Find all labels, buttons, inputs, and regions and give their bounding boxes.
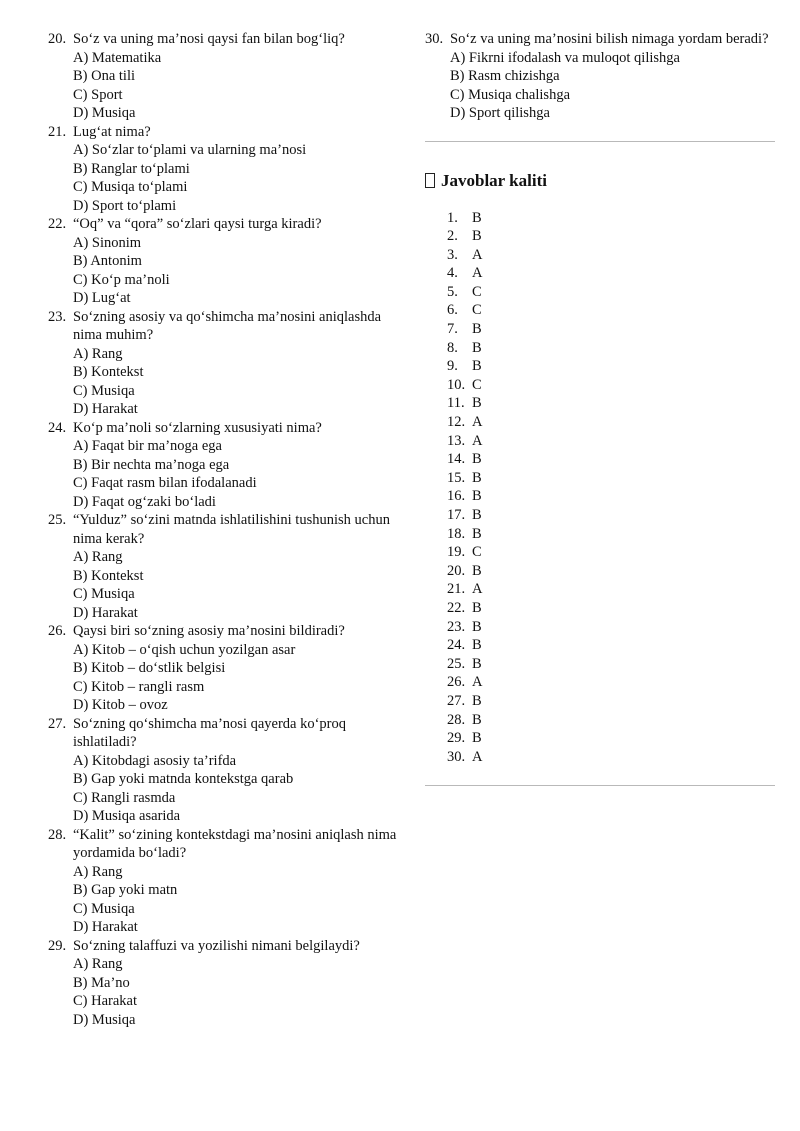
question-number: 25.	[48, 512, 67, 528]
answer-letter: C	[472, 302, 482, 319]
question-text	[48, 215, 398, 234]
option-item: C) Harakat	[73, 993, 138, 1009]
answer-number: 18.	[447, 525, 466, 542]
answer-item	[447, 227, 775, 246]
question-text	[48, 826, 398, 863]
question-number: 28.	[48, 826, 67, 843]
answer-letter: A	[472, 581, 483, 598]
question-number: 20.	[48, 31, 67, 47]
option-item: A) Sinonim	[73, 234, 142, 251]
answer-item	[447, 283, 775, 302]
answer-number: 26.	[447, 674, 466, 691]
right-questions	[425, 30, 775, 123]
answer-item	[447, 357, 775, 376]
answer-number: 3.	[447, 246, 458, 263]
answer-item	[447, 655, 775, 674]
option-item: C) Musiqa	[73, 586, 135, 602]
answer-number: 20.	[447, 562, 466, 579]
option-item: B) Gap yoki matn	[73, 882, 178, 898]
option-item: D) Harakat	[73, 401, 138, 417]
option-item: B) Antonim	[73, 253, 142, 269]
divider-top	[425, 141, 775, 142]
question-number: 29.	[48, 937, 67, 954]
answer-letter: B	[472, 321, 482, 338]
question-text	[48, 419, 398, 438]
box-icon	[425, 173, 435, 188]
answer-item	[447, 711, 775, 730]
answer-item	[447, 580, 775, 599]
question-text	[48, 622, 398, 641]
option-item: A) Faqat bir ma’noga ega	[73, 438, 222, 454]
answer-item	[447, 636, 775, 655]
option-item: C) Rangli rasmda	[73, 789, 176, 806]
option-item: A) Fikrni ifodalash va muloqot qilishga	[450, 49, 680, 66]
options-list	[48, 752, 398, 826]
option-item: B) Ona tili	[73, 68, 136, 84]
option-item: D) Musiqa	[73, 105, 136, 121]
answer-key-heading	[425, 170, 775, 192]
option-item: D) Musiqa asarida	[73, 808, 181, 824]
options-list	[48, 234, 398, 308]
answer-item	[447, 692, 775, 711]
answer-number: 29.	[447, 730, 466, 747]
option-item: D) Faqat og‘zaki bo‘ladi	[73, 493, 216, 510]
answer-key-title: Javoblar kaliti	[441, 170, 547, 190]
answer-letter: B	[472, 618, 482, 635]
option-item: B) Kontekst	[73, 364, 144, 380]
option-item: C) Faqat rasm bilan ifodalanadi	[73, 475, 257, 491]
options-list	[48, 141, 398, 215]
answer-letter: A	[472, 246, 483, 263]
option-item: B) Gap yoki matnda kontekstga qarab	[73, 771, 294, 787]
answer-item	[447, 339, 775, 358]
question-body: So‘zning talaffuzi va yozilishi nimani belgilaydi?	[73, 937, 360, 954]
question-text	[48, 30, 398, 49]
answer-letter: A	[472, 674, 483, 691]
options-list	[425, 49, 775, 123]
option-item: C) Sport	[73, 86, 123, 103]
answer-number: 21.	[447, 581, 466, 598]
answer-number: 8.	[447, 339, 458, 356]
question-27	[48, 715, 398, 826]
question-body: So‘z va uning ma’nosi qaysi fan bilan bog‘liq?	[73, 31, 345, 47]
answer-item	[447, 487, 775, 506]
question-body: “Kalit” so‘zining kontekstdagi ma’nosini aniqlash nima yordamida bo‘ladi?	[73, 826, 397, 861]
option-item: B) Ma’no	[73, 974, 130, 991]
options-list	[48, 345, 398, 419]
answer-item	[447, 618, 775, 637]
answer-letter: B	[472, 339, 482, 356]
option-item: A) Rang	[73, 863, 123, 880]
answer-letter: C	[472, 544, 482, 561]
answer-letter: B	[472, 358, 482, 375]
answer-item	[447, 264, 775, 283]
answer-item	[447, 450, 775, 469]
question-22	[48, 215, 398, 308]
question-25	[48, 511, 398, 622]
option-item: C) Kitob – rangli rasm	[73, 678, 205, 695]
answer-letter: C	[472, 376, 482, 393]
answer-number: 10.	[447, 376, 466, 393]
question-26	[48, 622, 398, 715]
answer-number: 5.	[447, 283, 458, 300]
question-body: “Yulduz” so‘zini matnda ishlatilishini tushunish uchun nima kerak?	[73, 512, 390, 547]
option-item: B) Kitob – do‘stlik belgisi	[73, 660, 226, 676]
answer-number: 15.	[447, 469, 466, 486]
answer-letter: B	[472, 730, 482, 747]
question-number: 26.	[48, 623, 67, 639]
question-number: 22.	[48, 216, 67, 232]
answer-item	[447, 209, 775, 228]
question-text	[48, 937, 398, 956]
answer-number: 13.	[447, 432, 466, 449]
answer-number: 30.	[447, 748, 466, 765]
question-text	[48, 715, 398, 752]
answer-item	[447, 729, 775, 748]
option-item: D) Harakat	[73, 604, 138, 621]
answer-letter: C	[472, 283, 482, 300]
answer-item	[447, 394, 775, 413]
answer-key-list	[425, 209, 775, 767]
question-29	[48, 937, 398, 1030]
answer-number: 16.	[447, 488, 466, 505]
left-column	[48, 30, 398, 1029]
answer-letter: B	[472, 395, 482, 412]
answer-letter: B	[472, 637, 482, 654]
answer-number: 22.	[447, 599, 466, 616]
options-list	[48, 548, 398, 622]
answer-number: 1.	[447, 209, 458, 226]
answer-item	[447, 246, 775, 265]
answer-item	[447, 543, 775, 562]
answer-number: 17.	[447, 507, 466, 523]
options-list	[48, 863, 398, 937]
option-item: A) Kitob – o‘qish uchun yozilgan asar	[73, 641, 296, 658]
option-item: A) So‘zlar to‘plami va ularning ma’nosi	[73, 142, 307, 158]
answer-number: 23.	[447, 618, 466, 635]
option-item: C) Musiqa to‘plami	[73, 179, 188, 195]
question-number: 21.	[48, 123, 67, 140]
question-text	[48, 308, 398, 345]
question-20	[48, 30, 398, 123]
question-24	[48, 419, 398, 512]
question-30	[425, 30, 775, 123]
answer-letter: B	[472, 507, 482, 523]
option-item: B) Rasm chizishga	[450, 68, 560, 84]
answer-letter: B	[472, 599, 482, 616]
options-list	[48, 437, 398, 511]
answer-letter: B	[472, 525, 482, 542]
answer-letter: A	[472, 748, 483, 765]
answer-letter: B	[472, 655, 482, 672]
answer-letter: B	[472, 692, 482, 709]
answer-number: 11.	[447, 395, 465, 412]
answer-letter: B	[472, 228, 482, 245]
option-item: C) Musiqa chalishga	[450, 86, 571, 103]
answer-item	[447, 413, 775, 432]
answer-item	[447, 506, 775, 525]
answer-number: 7.	[447, 321, 458, 338]
option-item: C) Musiqa	[73, 382, 135, 399]
question-number: 23.	[48, 308, 67, 325]
option-item: A) Kitobdagi asosiy ta’rifda	[73, 752, 237, 769]
answer-item	[447, 469, 775, 488]
answer-letter: B	[472, 469, 482, 486]
question-number: 24.	[48, 419, 67, 436]
option-item: D) Sport qilishga	[450, 105, 550, 121]
option-item: D) Lug‘at	[73, 290, 131, 306]
question-number: 27.	[48, 715, 67, 732]
answer-letter: B	[472, 711, 482, 728]
answer-item	[447, 376, 775, 395]
option-item: C) Musiqa	[73, 900, 135, 917]
answer-letter: B	[472, 488, 482, 505]
option-item: A) Rang	[73, 549, 123, 565]
question-23	[48, 308, 398, 419]
answer-item	[447, 301, 775, 320]
answer-number: 12.	[447, 414, 466, 431]
answer-number: 6.	[447, 302, 458, 319]
option-item: A) Matematika	[73, 49, 162, 66]
question-body: Qaysi biri so‘zning asosiy ma’nosini bildiradi?	[73, 623, 345, 639]
question-body: Ko‘p ma’noli so‘zlarning xususiyati nima?	[73, 419, 322, 436]
question-body: So‘z va uning ma’nosini bilish nimaga yordam beradi?	[450, 31, 769, 47]
question-21	[48, 123, 398, 216]
question-number: 30.	[425, 31, 444, 47]
question-body: Lug‘at nima?	[73, 123, 151, 140]
answer-item	[447, 432, 775, 451]
divider-bottom	[425, 785, 775, 786]
question-28	[48, 826, 398, 937]
question-text	[425, 30, 775, 49]
answer-number: 2.	[447, 228, 458, 245]
answer-letter: A	[472, 432, 483, 449]
option-item: D) Sport to‘plami	[73, 197, 177, 214]
question-body: So‘zning asosiy va qo‘shimcha ma’nosini aniqlashda nima muhim?	[73, 308, 382, 343]
options-list	[48, 955, 398, 1029]
answer-item	[447, 599, 775, 618]
question-body: So‘zning qo‘shimcha ma’nosi qayerda ko‘proq ishlatiladi?	[73, 715, 347, 750]
answer-letter: B	[472, 451, 482, 468]
answer-item	[447, 525, 775, 544]
answer-number: 28.	[447, 711, 466, 728]
option-item: D) Musiqa	[73, 1011, 136, 1028]
answer-item	[447, 673, 775, 692]
options-list	[48, 49, 398, 123]
question-text	[48, 123, 398, 142]
answer-number: 14.	[447, 451, 466, 468]
options-list	[48, 641, 398, 715]
option-item: B) Kontekst	[73, 567, 144, 584]
option-item: A) Rang	[73, 956, 123, 972]
answer-item	[447, 748, 775, 767]
answer-letter: B	[472, 209, 482, 226]
answer-letter: A	[472, 414, 483, 431]
option-item: A) Rang	[73, 345, 123, 362]
answer-number: 19.	[447, 544, 466, 561]
option-item: B) Bir nechta ma’noga ega	[73, 456, 230, 473]
answer-number: 25.	[447, 655, 466, 672]
answer-item	[447, 320, 775, 339]
option-item: B) Ranglar to‘plami	[73, 160, 190, 177]
answer-number: 4.	[447, 265, 458, 282]
answer-letter: B	[472, 562, 482, 579]
answer-number: 27.	[447, 692, 466, 709]
answer-letter: A	[472, 265, 483, 282]
right-column	[425, 30, 775, 786]
option-item: D) Kitob – ovoz	[73, 697, 168, 713]
answer-number: 9.	[447, 358, 458, 375]
option-item: C) Ko‘p ma’noli	[73, 271, 170, 288]
option-item: D) Harakat	[73, 919, 138, 935]
answer-item	[447, 562, 775, 581]
question-text	[48, 511, 398, 548]
answer-number: 24.	[447, 637, 466, 654]
question-body: “Oq” va “qora” so‘zlari qaysi turga kiradi?	[73, 216, 322, 232]
